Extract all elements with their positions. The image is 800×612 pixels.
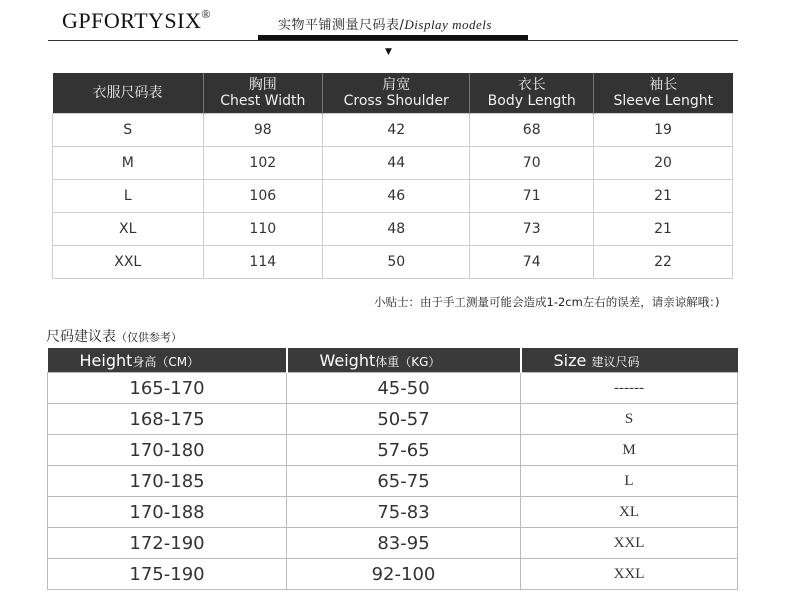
table-row: [53, 213, 733, 246]
weight-cell: 45-50: [287, 373, 521, 404]
measurement-tip: 小贴士：由于手工测量可能会造成1-2cm左右的误差，请亲谅解哦：): [374, 295, 720, 309]
chest-cell: 110: [203, 213, 323, 246]
shoulder-cell: 46: [323, 180, 470, 213]
sleeve-cell: 21: [594, 213, 733, 246]
table-row: [48, 497, 738, 528]
chest-width-header: 胸围 Chest Width: [203, 73, 323, 114]
size-cell: XXL: [53, 246, 204, 279]
weight-cell: 75-83: [287, 497, 521, 528]
down-arrow-icon: ▼: [385, 47, 392, 57]
size-cell: M: [53, 147, 204, 180]
size-cell: L: [53, 180, 204, 213]
weight-cell: 50-57: [287, 404, 521, 435]
size-chart-table: [52, 73, 733, 279]
length-cell: 73: [470, 213, 594, 246]
sleeve-cell: 19: [594, 114, 733, 147]
size-recommendation-table: [47, 348, 738, 590]
brand-name: GPFORTYSIX: [62, 8, 202, 33]
header-divider: [48, 40, 738, 41]
shoulder-cell: 50: [323, 246, 470, 279]
table-row: [53, 147, 733, 180]
sleeve-cell: 21: [594, 180, 733, 213]
size-cell: XL: [521, 497, 738, 528]
weight-cell: 65-75: [287, 466, 521, 497]
table-row: [53, 114, 733, 147]
display-title-cn: 实物平铺测量尺码表/: [278, 18, 405, 33]
table-row: [48, 404, 738, 435]
shoulder-cell: 44: [323, 147, 470, 180]
display-title: [278, 14, 492, 33]
size-cell: S: [53, 114, 204, 147]
weight-cell: 83-95: [287, 528, 521, 559]
brand-logo: [62, 8, 211, 34]
shoulder-cell: 48: [323, 213, 470, 246]
height-cell: 170-185: [48, 466, 287, 497]
table-row: [53, 246, 733, 279]
recommend-note: （仅供参考）: [116, 331, 182, 344]
size-cell: L: [521, 466, 738, 497]
chest-cell: 98: [203, 114, 323, 147]
shoulder-cell: 42: [323, 114, 470, 147]
size-chart-header-row: [53, 73, 733, 114]
recommend-title: 尺码建议表（仅供参考）: [46, 329, 182, 345]
size-chart-header: 衣服尺码表: [53, 73, 204, 114]
table-row: [48, 373, 738, 404]
size-cell: M: [521, 435, 738, 466]
size-cell: XL: [53, 213, 204, 246]
chest-cell: 106: [203, 180, 323, 213]
chest-cell: 102: [203, 147, 323, 180]
size-header: Size 建议尺码: [521, 348, 738, 373]
chest-cell: 114: [203, 246, 323, 279]
height-cell: 172-190: [48, 528, 287, 559]
weight-header: Weight体重（KG）: [287, 348, 521, 373]
size-cell: ------: [521, 373, 738, 404]
height-cell: 175-190: [48, 559, 287, 590]
weight-cell: 57-65: [287, 435, 521, 466]
size-cell: S: [521, 404, 738, 435]
length-cell: 71: [470, 180, 594, 213]
display-title-en: Display models: [404, 17, 492, 32]
body-length-header: 衣长 Body Length: [470, 73, 594, 114]
sleeve-length-header: 袖长 Sleeve Lenght: [594, 73, 733, 114]
height-cell: 170-188: [48, 497, 287, 528]
height-cell: 170-180: [48, 435, 287, 466]
table-row: [48, 559, 738, 590]
length-cell: 74: [470, 246, 594, 279]
registered-mark: ®: [201, 6, 211, 21]
table-row: [48, 435, 738, 466]
table-row: [48, 528, 738, 559]
height-header: Height身高（CM）: [48, 348, 287, 373]
weight-cell: 92-100: [287, 559, 521, 590]
cross-shoulder-header: 肩宽 Cross Shoulder: [323, 73, 470, 114]
height-cell: 165-170: [48, 373, 287, 404]
sleeve-cell: 22: [594, 246, 733, 279]
size-cell: XXL: [521, 528, 738, 559]
length-cell: 68: [470, 114, 594, 147]
size-cell: XXL: [521, 559, 738, 590]
height-cell: 168-175: [48, 404, 287, 435]
sleeve-cell: 20: [594, 147, 733, 180]
length-cell: 70: [470, 147, 594, 180]
table-row: [53, 180, 733, 213]
recommend-header-row: [48, 348, 738, 373]
table-row: [48, 466, 738, 497]
